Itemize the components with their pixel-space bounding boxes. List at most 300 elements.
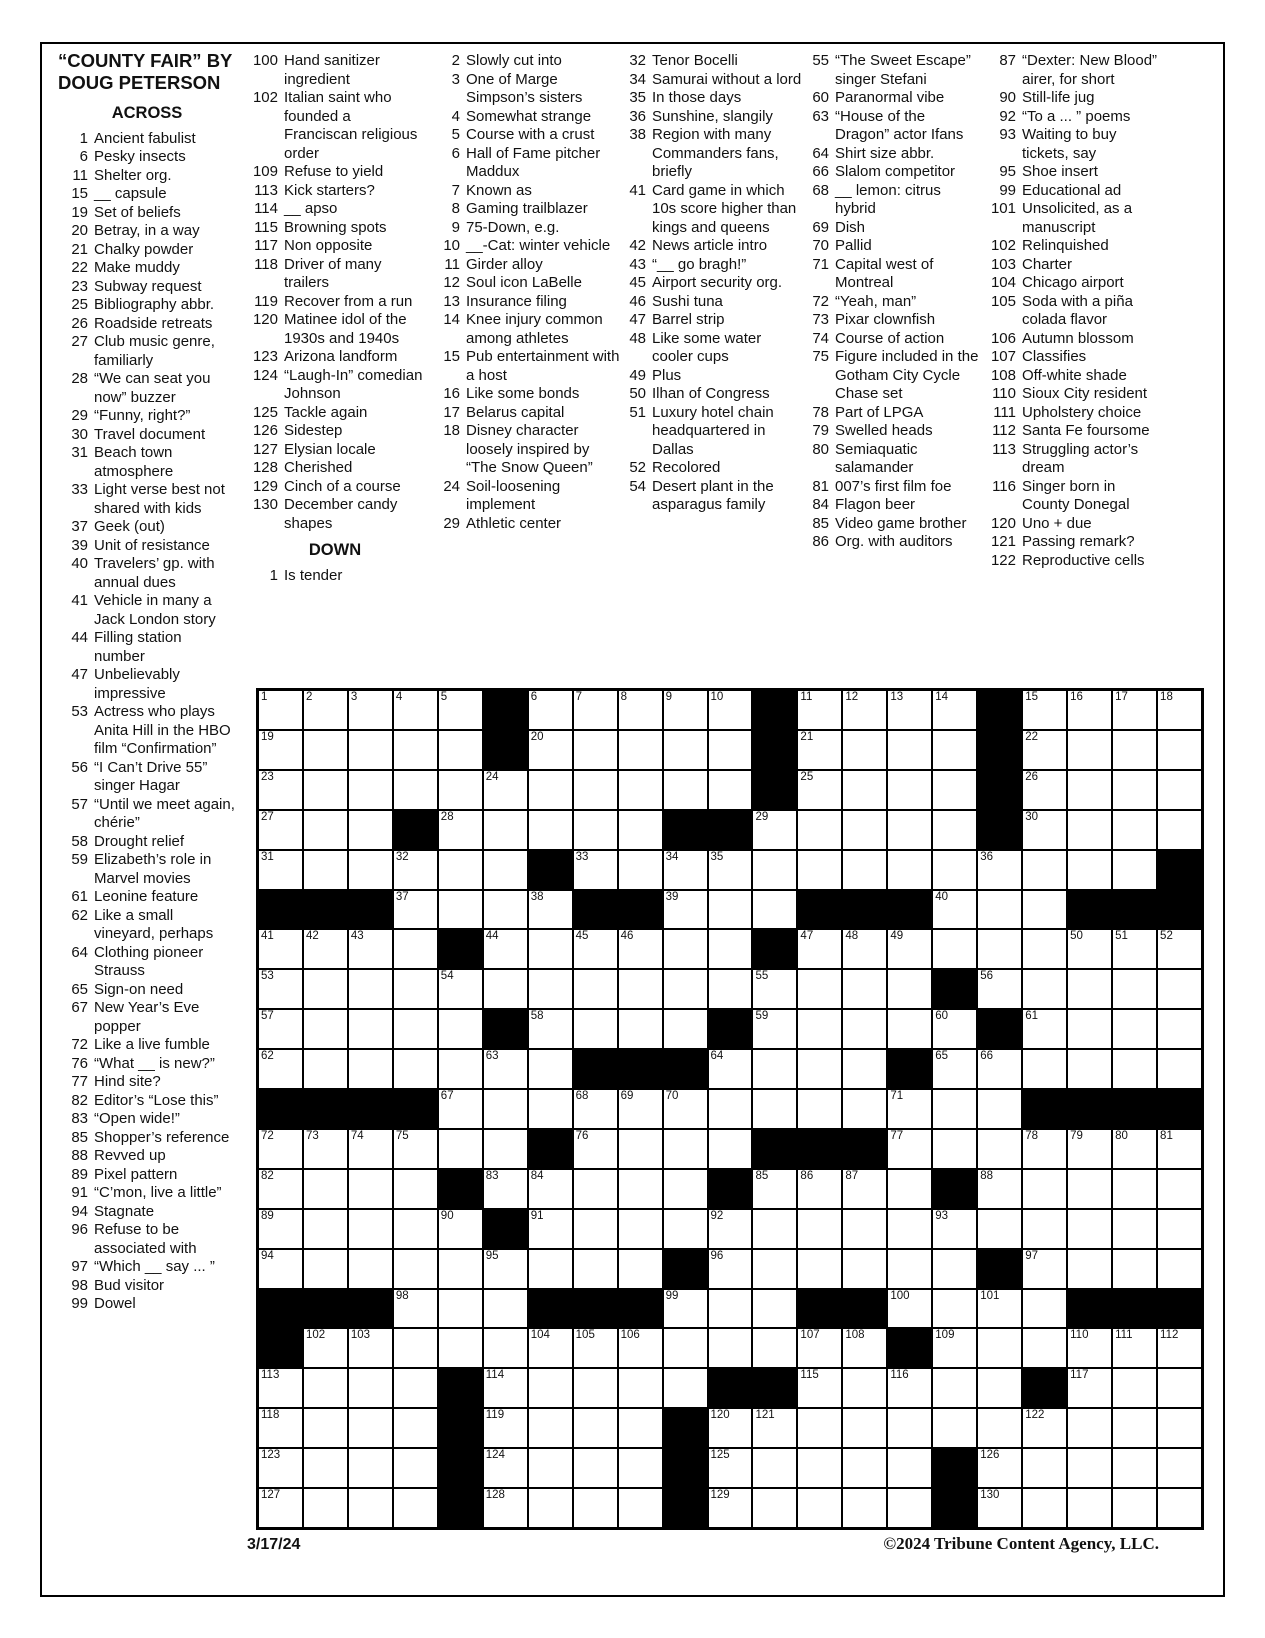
grid-cell[interactable]: [664, 1329, 707, 1367]
grid-cell[interactable]: [753, 851, 796, 889]
grid-cell[interactable]: [664, 731, 707, 769]
grid-cell[interactable]: [1113, 1369, 1156, 1407]
grid-cell[interactable]: [709, 851, 752, 889]
grid-cell[interactable]: [933, 1329, 976, 1367]
grid-cell[interactable]: [1158, 1250, 1201, 1288]
grid-cell[interactable]: [259, 970, 302, 1008]
grid-cell[interactable]: [439, 970, 482, 1008]
grid-cell[interactable]: [1023, 891, 1066, 929]
grid-cell[interactable]: [1158, 1329, 1201, 1367]
grid-cell[interactable]: [1023, 1329, 1066, 1367]
grid-cell[interactable]: [394, 1369, 437, 1407]
grid-cell[interactable]: [619, 1130, 662, 1168]
grid-cell[interactable]: [394, 1409, 437, 1447]
grid-cell[interactable]: [709, 970, 752, 1008]
grid-cell[interactable]: [843, 691, 886, 729]
grid-cell[interactable]: [1023, 1409, 1066, 1447]
grid-cell[interactable]: [259, 691, 302, 729]
grid-cell[interactable]: [843, 1489, 886, 1527]
grid-cell[interactable]: [439, 811, 482, 849]
grid-cell[interactable]: [1023, 1050, 1066, 1088]
grid-cell[interactable]: [574, 1210, 617, 1248]
grid-cell[interactable]: [798, 1250, 841, 1288]
grid-cell[interactable]: [394, 771, 437, 809]
grid-cell[interactable]: [619, 1409, 662, 1447]
grid-cell[interactable]: [349, 1170, 392, 1208]
grid-cell[interactable]: [1113, 811, 1156, 849]
grid-cell[interactable]: [843, 1050, 886, 1088]
grid-cell[interactable]: [1158, 1409, 1201, 1447]
grid-cell[interactable]: [978, 851, 1021, 889]
grid-cell[interactable]: [484, 1250, 527, 1288]
grid-cell[interactable]: [1068, 1329, 1111, 1367]
grid-cell[interactable]: [664, 1369, 707, 1407]
grid-cell[interactable]: [484, 891, 527, 929]
grid-cell[interactable]: [933, 811, 976, 849]
grid-cell[interactable]: [798, 851, 841, 889]
grid-cell[interactable]: [484, 970, 527, 1008]
grid-cell[interactable]: [933, 731, 976, 769]
grid-cell[interactable]: [259, 851, 302, 889]
grid-cell[interactable]: [529, 1210, 572, 1248]
grid-cell[interactable]: [888, 771, 931, 809]
grid-cell[interactable]: [1068, 1010, 1111, 1048]
grid-cell[interactable]: [439, 731, 482, 769]
grid-cell[interactable]: [933, 1010, 976, 1048]
grid-cell[interactable]: [619, 1369, 662, 1407]
grid-cell[interactable]: [349, 1449, 392, 1487]
grid-cell[interactable]: [349, 1050, 392, 1088]
grid-cell[interactable]: [619, 811, 662, 849]
grid-cell[interactable]: [843, 811, 886, 849]
grid-cell[interactable]: [304, 1449, 347, 1487]
grid-cell[interactable]: [888, 930, 931, 968]
grid-cell[interactable]: [709, 891, 752, 929]
grid-cell[interactable]: [484, 1449, 527, 1487]
grid-cell[interactable]: [484, 1409, 527, 1447]
grid-cell[interactable]: [394, 1329, 437, 1367]
grid-cell[interactable]: [709, 691, 752, 729]
grid-cell[interactable]: [529, 1010, 572, 1048]
grid-cell[interactable]: [529, 1250, 572, 1288]
grid-cell[interactable]: [843, 1010, 886, 1048]
grid-cell[interactable]: [1068, 1449, 1111, 1487]
grid-cell[interactable]: [843, 1090, 886, 1128]
grid-cell[interactable]: [798, 1050, 841, 1088]
grid-cell[interactable]: [349, 851, 392, 889]
grid-cell[interactable]: [304, 1369, 347, 1407]
grid-cell[interactable]: [259, 811, 302, 849]
grid-cell[interactable]: [1023, 1250, 1066, 1288]
grid-cell[interactable]: [664, 851, 707, 889]
grid-cell[interactable]: [484, 930, 527, 968]
grid-cell[interactable]: [484, 1489, 527, 1527]
grid-cell[interactable]: [574, 1130, 617, 1168]
grid-cell[interactable]: [529, 1050, 572, 1088]
grid-cell[interactable]: [529, 811, 572, 849]
grid-cell[interactable]: [664, 1090, 707, 1128]
grid-cell[interactable]: [574, 1250, 617, 1288]
grid-cell[interactable]: [484, 1170, 527, 1208]
grid-cell[interactable]: [1158, 1170, 1201, 1208]
grid-cell[interactable]: [259, 1050, 302, 1088]
grid-cell[interactable]: [1023, 731, 1066, 769]
grid-cell[interactable]: [259, 1409, 302, 1447]
grid-cell[interactable]: [843, 1449, 886, 1487]
grid-cell[interactable]: [439, 1210, 482, 1248]
grid-cell[interactable]: [709, 930, 752, 968]
grid-cell[interactable]: [1068, 851, 1111, 889]
grid-cell[interactable]: [888, 1090, 931, 1128]
grid-cell[interactable]: [619, 970, 662, 1008]
grid-cell[interactable]: [1023, 1170, 1066, 1208]
grid-cell[interactable]: [753, 1090, 796, 1128]
grid-cell[interactable]: [574, 771, 617, 809]
grid-cell[interactable]: [1023, 771, 1066, 809]
grid-cell[interactable]: [1068, 1210, 1111, 1248]
grid-cell[interactable]: [753, 1250, 796, 1288]
grid-cell[interactable]: [1158, 1010, 1201, 1048]
grid-cell[interactable]: [394, 1489, 437, 1527]
grid-cell[interactable]: [349, 731, 392, 769]
grid-cell[interactable]: [933, 1050, 976, 1088]
grid-cell[interactable]: [529, 1090, 572, 1128]
grid-cell[interactable]: [259, 1369, 302, 1407]
grid-cell[interactable]: [843, 771, 886, 809]
grid-cell[interactable]: [484, 771, 527, 809]
grid-cell[interactable]: [619, 731, 662, 769]
grid-cell[interactable]: [304, 1130, 347, 1168]
grid-cell[interactable]: [259, 1170, 302, 1208]
grid-cell[interactable]: [619, 1170, 662, 1208]
grid-cell[interactable]: [888, 1409, 931, 1447]
grid-cell[interactable]: [529, 1449, 572, 1487]
grid-cell[interactable]: [1068, 1130, 1111, 1168]
grid-cell[interactable]: [843, 1409, 886, 1447]
grid-cell[interactable]: [709, 1250, 752, 1288]
grid-cell[interactable]: [1068, 771, 1111, 809]
grid-cell[interactable]: [843, 970, 886, 1008]
grid-cell[interactable]: [259, 1210, 302, 1248]
grid-cell[interactable]: [933, 851, 976, 889]
grid-cell[interactable]: [843, 1250, 886, 1288]
grid-cell[interactable]: [798, 1170, 841, 1208]
grid-cell[interactable]: [259, 1130, 302, 1168]
grid-cell[interactable]: [349, 1409, 392, 1447]
grid-cell[interactable]: [619, 1489, 662, 1527]
grid-cell[interactable]: [439, 1130, 482, 1168]
grid-cell[interactable]: [1113, 930, 1156, 968]
grid-cell[interactable]: [664, 1130, 707, 1168]
grid-cell[interactable]: [259, 930, 302, 968]
grid-cell[interactable]: [798, 1489, 841, 1527]
grid-cell[interactable]: [753, 1290, 796, 1328]
grid-cell[interactable]: [259, 1449, 302, 1487]
grid-cell[interactable]: [304, 970, 347, 1008]
grid-cell[interactable]: [619, 930, 662, 968]
grid-cell[interactable]: [484, 1329, 527, 1367]
grid-cell[interactable]: [978, 891, 1021, 929]
grid-cell[interactable]: [259, 1250, 302, 1288]
grid-cell[interactable]: [439, 891, 482, 929]
grid-cell[interactable]: [304, 731, 347, 769]
grid-cell[interactable]: [933, 1369, 976, 1407]
grid-cell[interactable]: [709, 1090, 752, 1128]
grid-cell[interactable]: [933, 891, 976, 929]
grid-cell[interactable]: [798, 771, 841, 809]
grid-cell[interactable]: [394, 1170, 437, 1208]
grid-cell[interactable]: [394, 970, 437, 1008]
grid-cell[interactable]: [978, 970, 1021, 1008]
grid-cell[interactable]: [1068, 1409, 1111, 1447]
grid-cell[interactable]: [439, 1010, 482, 1048]
grid-cell[interactable]: [439, 1290, 482, 1328]
grid-cell[interactable]: [1023, 930, 1066, 968]
grid-cell[interactable]: [798, 930, 841, 968]
grid-cell[interactable]: [798, 1210, 841, 1248]
grid-cell[interactable]: [1113, 970, 1156, 1008]
grid-cell[interactable]: [574, 1090, 617, 1128]
grid-cell[interactable]: [888, 1449, 931, 1487]
grid-cell[interactable]: [304, 1489, 347, 1527]
grid-cell[interactable]: [394, 1449, 437, 1487]
grid-cell[interactable]: [933, 1130, 976, 1168]
grid-cell[interactable]: [753, 1170, 796, 1208]
grid-cell[interactable]: [798, 1329, 841, 1367]
grid-cell[interactable]: [349, 970, 392, 1008]
grid-cell[interactable]: [394, 1250, 437, 1288]
grid-cell[interactable]: [798, 1090, 841, 1128]
grid-cell[interactable]: [529, 1489, 572, 1527]
grid-cell[interactable]: [394, 731, 437, 769]
grid-cell[interactable]: [709, 1050, 752, 1088]
grid-cell[interactable]: [1023, 691, 1066, 729]
grid-cell[interactable]: [1113, 1050, 1156, 1088]
grid-cell[interactable]: [619, 771, 662, 809]
grid-cell[interactable]: [439, 851, 482, 889]
grid-cell[interactable]: [753, 1489, 796, 1527]
grid-cell[interactable]: [753, 970, 796, 1008]
grid-cell[interactable]: [484, 1369, 527, 1407]
grid-cell[interactable]: [259, 731, 302, 769]
grid-cell[interactable]: [709, 731, 752, 769]
grid-cell[interactable]: [843, 930, 886, 968]
grid-cell[interactable]: [619, 1329, 662, 1367]
grid-cell[interactable]: [574, 691, 617, 729]
grid-cell[interactable]: [619, 1010, 662, 1048]
grid-cell[interactable]: [888, 1290, 931, 1328]
grid-cell[interactable]: [574, 970, 617, 1008]
grid-cell[interactable]: [753, 1409, 796, 1447]
grid-cell[interactable]: [1158, 970, 1201, 1008]
grid-cell[interactable]: [933, 1090, 976, 1128]
grid-cell[interactable]: [1068, 1489, 1111, 1527]
grid-cell[interactable]: [798, 811, 841, 849]
grid-cell[interactable]: [888, 1170, 931, 1208]
grid-cell[interactable]: [888, 811, 931, 849]
grid-cell[interactable]: [978, 1090, 1021, 1128]
grid-cell[interactable]: [529, 930, 572, 968]
grid-cell[interactable]: [1158, 1050, 1201, 1088]
grid-cell[interactable]: [1023, 1130, 1066, 1168]
grid-cell[interactable]: [1113, 1329, 1156, 1367]
grid-cell[interactable]: [753, 1329, 796, 1367]
grid-cell[interactable]: [1158, 731, 1201, 769]
grid-cell[interactable]: [574, 1170, 617, 1208]
grid-cell[interactable]: [978, 1170, 1021, 1208]
grid-cell[interactable]: [888, 1250, 931, 1288]
grid-cell[interactable]: [843, 1369, 886, 1407]
grid-cell[interactable]: [1113, 851, 1156, 889]
grid-cell[interactable]: [1113, 771, 1156, 809]
grid-cell[interactable]: [439, 691, 482, 729]
grid-cell[interactable]: [798, 970, 841, 1008]
grid-cell[interactable]: [1158, 691, 1201, 729]
grid-cell[interactable]: [978, 1409, 1021, 1447]
grid-cell[interactable]: [978, 1329, 1021, 1367]
grid-cell[interactable]: [664, 970, 707, 1008]
grid-cell[interactable]: [978, 1050, 1021, 1088]
grid-cell[interactable]: [619, 1090, 662, 1128]
grid-cell[interactable]: [484, 1290, 527, 1328]
grid-cell[interactable]: [1158, 1489, 1201, 1527]
grid-cell[interactable]: [1023, 1489, 1066, 1527]
grid-cell[interactable]: [843, 851, 886, 889]
grid-cell[interactable]: [574, 1449, 617, 1487]
grid-cell[interactable]: [529, 1329, 572, 1367]
grid-cell[interactable]: [664, 771, 707, 809]
grid-cell[interactable]: [529, 1409, 572, 1447]
grid-cell[interactable]: [664, 1210, 707, 1248]
grid-cell[interactable]: [619, 851, 662, 889]
grid-cell[interactable]: [798, 1449, 841, 1487]
grid-cell[interactable]: [484, 1050, 527, 1088]
grid-cell[interactable]: [574, 1369, 617, 1407]
grid-cell[interactable]: [349, 930, 392, 968]
grid-cell[interactable]: [394, 1210, 437, 1248]
grid-cell[interactable]: [664, 1010, 707, 1048]
grid-cell[interactable]: [394, 691, 437, 729]
grid-cell[interactable]: [1068, 1050, 1111, 1088]
grid-cell[interactable]: [978, 1449, 1021, 1487]
grid-cell[interactable]: [304, 1409, 347, 1447]
grid-cell[interactable]: [349, 1010, 392, 1048]
grid-cell[interactable]: [349, 1130, 392, 1168]
grid-cell[interactable]: [753, 1210, 796, 1248]
grid-cell[interactable]: [439, 771, 482, 809]
grid-cell[interactable]: [484, 851, 527, 889]
grid-cell[interactable]: [259, 771, 302, 809]
grid-cell[interactable]: [933, 1210, 976, 1248]
grid-cell[interactable]: [933, 930, 976, 968]
grid-cell[interactable]: [664, 891, 707, 929]
grid-cell[interactable]: [843, 1210, 886, 1248]
grid-cell[interactable]: [709, 1329, 752, 1367]
grid-cell[interactable]: [709, 1489, 752, 1527]
grid-cell[interactable]: [1113, 1250, 1156, 1288]
grid-cell[interactable]: [349, 691, 392, 729]
grid-cell[interactable]: [933, 1290, 976, 1328]
grid-cell[interactable]: [1113, 1170, 1156, 1208]
grid-cell[interactable]: [529, 731, 572, 769]
grid-cell[interactable]: [1113, 1010, 1156, 1048]
grid-cell[interactable]: [843, 1329, 886, 1367]
grid-cell[interactable]: [753, 1449, 796, 1487]
grid-cell[interactable]: [1023, 1449, 1066, 1487]
grid-cell[interactable]: [304, 771, 347, 809]
grid-cell[interactable]: [1113, 691, 1156, 729]
grid-cell[interactable]: [1158, 930, 1201, 968]
grid-cell[interactable]: [798, 691, 841, 729]
grid-cell[interactable]: [574, 731, 617, 769]
grid-cell[interactable]: [978, 1210, 1021, 1248]
grid-cell[interactable]: [619, 691, 662, 729]
grid-cell[interactable]: [304, 1250, 347, 1288]
grid-cell[interactable]: [664, 930, 707, 968]
grid-cell[interactable]: [1023, 1290, 1066, 1328]
grid-cell[interactable]: [978, 1130, 1021, 1168]
grid-cell[interactable]: [304, 1329, 347, 1367]
grid-cell[interactable]: [529, 1369, 572, 1407]
grid-cell[interactable]: [709, 1409, 752, 1447]
grid-cell[interactable]: [1068, 811, 1111, 849]
grid-cell[interactable]: [619, 1210, 662, 1248]
grid-cell[interactable]: [574, 1329, 617, 1367]
grid-cell[interactable]: [304, 691, 347, 729]
grid-cell[interactable]: [349, 1369, 392, 1407]
grid-cell[interactable]: [753, 811, 796, 849]
grid-cell[interactable]: [574, 1010, 617, 1048]
grid-cell[interactable]: [888, 851, 931, 889]
grid-cell[interactable]: [259, 1489, 302, 1527]
grid-cell[interactable]: [304, 1010, 347, 1048]
grid-cell[interactable]: [619, 1250, 662, 1288]
grid-cell[interactable]: [753, 1010, 796, 1048]
grid-cell[interactable]: [529, 691, 572, 729]
grid-cell[interactable]: [1023, 1010, 1066, 1048]
grid-cell[interactable]: [888, 1369, 931, 1407]
grid-cell[interactable]: [394, 851, 437, 889]
grid-cell[interactable]: [888, 1489, 931, 1527]
grid-cell[interactable]: [888, 1010, 931, 1048]
grid-cell[interactable]: [394, 1290, 437, 1328]
grid-cell[interactable]: [843, 1170, 886, 1208]
grid-cell[interactable]: [798, 1409, 841, 1447]
grid-cell[interactable]: [394, 1050, 437, 1088]
grid-cell[interactable]: [349, 811, 392, 849]
grid-cell[interactable]: [1068, 1170, 1111, 1208]
grid-cell[interactable]: [709, 1210, 752, 1248]
grid-cell[interactable]: [394, 891, 437, 929]
grid-cell[interactable]: [978, 1369, 1021, 1407]
grid-cell[interactable]: [1023, 811, 1066, 849]
grid-cell[interactable]: [709, 1290, 752, 1328]
grid-cell[interactable]: [574, 1489, 617, 1527]
grid-cell[interactable]: [1068, 970, 1111, 1008]
grid-cell[interactable]: [304, 811, 347, 849]
grid-cell[interactable]: [484, 811, 527, 849]
grid-cell[interactable]: [709, 771, 752, 809]
grid-cell[interactable]: [1068, 930, 1111, 968]
grid-cell[interactable]: [933, 1250, 976, 1288]
grid-cell[interactable]: [529, 891, 572, 929]
grid-cell[interactable]: [1158, 811, 1201, 849]
grid-cell[interactable]: [1023, 1210, 1066, 1248]
grid-cell[interactable]: [1113, 1449, 1156, 1487]
grid-cell[interactable]: [484, 1090, 527, 1128]
grid-cell[interactable]: [439, 1329, 482, 1367]
grid-cell[interactable]: [529, 970, 572, 1008]
